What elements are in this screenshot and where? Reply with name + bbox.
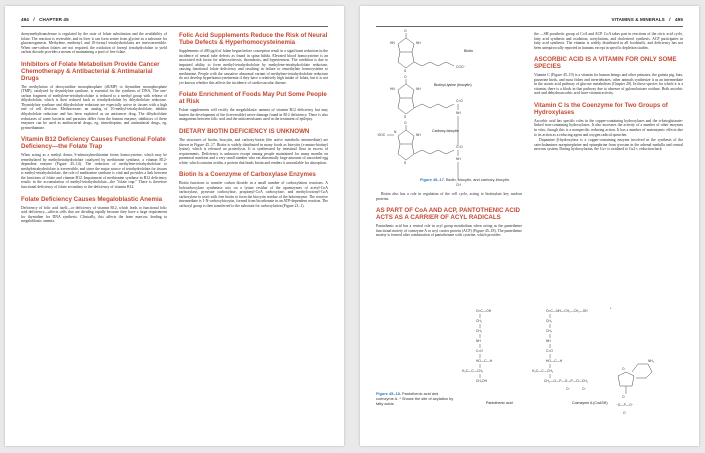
coenzyme-a-structure bbox=[532, 307, 655, 415]
paragraph: The methylation of deoxyuridine monophosphate (dUMP) to thymidine monophosphate (TMP), catalyzed by thymidylate synthase, is essential for the synthesis of DNA. The one-carbon fragment of methylene-tetrahydrofolate is reduced to a methyl group with release of dihydrofolate, which is then reduced back to tetrahydrofolate by dihydrofolate reductase. Thymidylate synthase and dihydrofolate reductase are especially active in tissues with a high rate of cell division. Methotrexate, an analog of 10-methyl-tetrahydrofolate, inhibits dihydrofolate reductase and has been exploited as an anticancer drug. The dihydrofolate reductases of some bacteria and parasites differ from the human enzyme; inhibitors of these enzymes can be used as antibacterial drugs, eg, trimethoprim, and antimalarial drugs, eg, pyrimethamine. bbox=[21, 84, 167, 130]
svg-text:H₃C—C—CH₃: H₃C—C—CH₃ bbox=[532, 369, 554, 373]
paragraph: Vitamin C (Figure 45–19) is a vitamin for human beings and other primates, the guinea pig, bats, passerine birds, and most fishes and invertebrates; other animals synthesize it as an intermediate in the uronic acid pathway of glucose metabolism (Chapter 20). In those species for which it is a vitamin, there is a block in that pathway due to absence of gulonolactone oxidase. Both ascorbic acid and dehydroascorbic acid have vitamin activity. bbox=[534, 73, 683, 96]
svg-text:CH₂: CH₂ bbox=[546, 329, 553, 333]
svg-text:C=O: C=O bbox=[456, 99, 463, 103]
svg-text:O: O bbox=[622, 367, 625, 371]
paragraph: Folate supplements will rectify the megaloblastic anemia of vitamin B12 deficiency but may hasten the development of the (irreversible) nerve damage found in B12 deficiency. There is also antagonism between folic acid and the anticonvulsants used in the treatment of epilepsy. bbox=[179, 108, 328, 122]
section-heading: ASCORBIC ACID IS A VITAMIN FOR ONLY SOME SPECIES bbox=[534, 56, 677, 71]
right-page bbox=[360, 6, 699, 446]
paragraph: dronymethyltransferase is regulated by the state of folate substitution and the availability of folate. The reaction is reversible, and in liver it can form serine from glycine as a substrate for gluconeogenesis. Methylene, methenyl, and 10-formyl tetrahydrofolates are interconvertible. When one-carbon folates are not required, the oxidation of formyl tetrahydrofolate to yield carbon dioxide provides a means of maintaining a pool of free folate. bbox=[21, 32, 167, 55]
figure-label: Pantothenic acid bbox=[486, 401, 513, 405]
paragraph: Biotin also has a role in regulation of the cell cycle, acting to biotinylate key nuclear proteins. bbox=[376, 192, 522, 201]
svg-text:C=O: C=O bbox=[456, 145, 463, 149]
svg-text:S: S bbox=[404, 115, 407, 119]
section-heading: Folate Deficiency Causes Megaloblastic Anemia bbox=[21, 195, 163, 203]
right-column-1-text bbox=[376, 192, 522, 239]
left-page bbox=[5, 6, 344, 446]
caption-label: Figure 45–18. bbox=[376, 391, 401, 396]
svg-text:O: O bbox=[404, 75, 407, 79]
right-chapter-label: VITAMINS & MINERALS bbox=[611, 17, 665, 22]
svg-text:CH₂: CH₂ bbox=[476, 329, 483, 333]
svg-text:NH: NH bbox=[416, 133, 421, 137]
right-page-number: 495 bbox=[675, 17, 683, 22]
svg-text:CH: CH bbox=[456, 183, 461, 187]
svg-text:⁻O—P—O⁻: ⁻O—P—O⁻ bbox=[616, 403, 634, 407]
svg-text:NH: NH bbox=[476, 339, 481, 343]
svg-text:⁻OOC: ⁻OOC bbox=[376, 133, 386, 137]
paragraph: the —SH prosthetic group of CoA and ACP. CoA takes part in reactions of the citric acid cycle, fatty acid synthesis and oxidation, acetylations, and cholesterol synthesis. ACP participates in fatty acid synthesis. The vitamin is widely distributed in all foodstuffs, and deficiency has not been unequivocally reported in humans except in specific depletion studies. bbox=[534, 32, 683, 50]
svg-text:O: O bbox=[622, 395, 625, 399]
svg-text:CH₂—O—P—O—P—O—CH₂: CH₂—O—P—O—P—O—CH₂ bbox=[544, 379, 588, 383]
svg-text:NH: NH bbox=[546, 339, 551, 343]
paragraph: Ascorbic acid has specific roles in the copper-containing hydroxylases and the α-ketoglutarate-linked iron-containing hydroxylases. It also increases the activity of a number of other enzymes in vitro, though this is a nonspecific reducing action. It has a number of nonenzymic effects due to its action as a reducing agent and oxygen radical quencher. bbox=[534, 118, 683, 137]
svg-text:O⁻: O⁻ bbox=[582, 387, 587, 391]
svg-text:HO—C—H: HO—C—H bbox=[476, 359, 493, 363]
caption-text: Biotin, biocytin, and carboxy-biocytin. bbox=[445, 177, 510, 182]
svg-text:HN: HN bbox=[390, 41, 395, 45]
section-heading: Vitamin B12 Deficiency Causes Functional Folate Deficiency—the Folate Trap bbox=[21, 136, 166, 151]
paragraph: Supplements of 400 μg/d of folate begun before conception result in a significant reduction in the incidence of neural tube defects as found in spina bifida. Elevated blood homocysteine is an associated risk factor for atherosclerosis, thrombosis, and hypertension. The condition is due to impaired ability to form methyl-tetrahydrofolate by methylene-tetrahydrofolate reductase, causing functional folate deficiency and resulting in failure to remethylate homocysteine to methionine. People with the causative abnormal variant of methylene-tetrahydrofolate reductase do not develop hyperhomocysteinemia if they have a relatively high intake of folate, but it is not yet known whether this affects the incidence of cardiovascular disease. bbox=[179, 49, 328, 85]
figure-label: Carboxy-biocytin bbox=[432, 129, 459, 133]
svg-text:*: * bbox=[610, 307, 612, 311]
svg-text:CH₂OH: CH₂OH bbox=[476, 379, 487, 383]
biotin-structure bbox=[390, 29, 473, 73]
left-chapter-label: CHAPTER 45 bbox=[39, 17, 69, 22]
caption-label: Figure 45–17. bbox=[420, 177, 445, 182]
figure-label: Biotin bbox=[464, 49, 473, 53]
svg-text:N: N bbox=[394, 130, 397, 134]
paragraph: Biotin functions to transfer carbon dioxide in a small number of carboxylation reactions. A holocarboxylase synthetase acts on a lysine residue of the apoenzymes of acetyl-CoA carboxylase, pyruvate carboxylase, propionyl-CoA carboxylase, and methylcrotonyl-CoA carboxylase to react with free biotin to form the biocytin residue of the holoenzyme. The reactive intermediate is 1-N-carboxybiocytin, formed from bicarbonate in an ATP-dependent reaction. The carboxyl group is then transferred to the substrate for carboxylation (Figure 21–1). bbox=[179, 181, 328, 209]
svg-text:O⁻: O⁻ bbox=[566, 387, 571, 391]
figure-label: Biotinyl-lysine (biocytin) bbox=[434, 83, 472, 87]
figure-45-18-caption bbox=[376, 392, 456, 406]
svg-text:S: S bbox=[404, 161, 407, 165]
header-rule bbox=[376, 26, 683, 27]
figure-45-17-caption bbox=[420, 178, 520, 183]
left-running-head: 494 / CHAPTER 45 bbox=[21, 17, 69, 22]
paragraph: When acting as a methyl donor, S-adenosylmethionine forms homocysteine, which may be remethylated by methyltetrahydrofolate catalyzed by methionine synthase, a vitamin B12-dependent enzyme (Figure 45–14). The reduction of methylene-tetrahydrofolate to methyltetrahydrofolate is irreversible, and since the major source of tetrahydrofolate for tissues is methyl-tetrahydrofolate, the role of methionine synthase is vital and provides a link between the functions of folate and vitamin B12. Impairment of methionine synthase in B12 deficiency results in the accumulation of methyl-tetrahydrofolate—the "folate trap." There is therefore functional deficiency of folate secondary to the deficiency of vitamin B12. bbox=[21, 153, 167, 190]
svg-text:NH₂: NH₂ bbox=[648, 359, 655, 363]
svg-text:O: O bbox=[623, 411, 626, 415]
svg-text:O: O bbox=[404, 121, 407, 125]
svg-text:NH: NH bbox=[456, 157, 461, 161]
svg-text:NH: NH bbox=[416, 41, 421, 45]
paragraph: Dopamine β-hydroxylase is a copper-containing enzyme involved in the synthesis of the catecholamines norepinephrine and epinephrine from tyrosine in the adrenal medulla and central nervous system. During hydroxylation, the Cu+ is oxidized to Cu2+; reduction back bbox=[534, 138, 683, 152]
svg-text:H₃C—C—CH₃: H₃C—C—CH₃ bbox=[462, 369, 484, 373]
svg-text:HO—C—H: HO—C—H bbox=[546, 359, 563, 363]
left-page-number: 494 bbox=[21, 17, 29, 22]
svg-text:NH: NH bbox=[456, 111, 461, 115]
paragraph: Pantothenic acid has a central role in acyl group metabolism when acting as the pantetheine functional moiety of coenzyme A or acyl carrier protein (ACP) (Figure 45–18). The pantetheine moiety is formed after combination of pantothenate with cysteine, which provides bbox=[376, 224, 522, 238]
svg-text:C=O: C=O bbox=[546, 349, 553, 353]
paragraph: The structures of biotin, biocytin, and carboxy-biotin (the active metabolic intermediate) are shown in Figure 45–17. Biotin is widely distributed in many foods as biocytin (ε-amino-biotinyl lysine), which is released on proteolysis. It is synthesized by intestinal flora in excess of requirements. Deficiency is unknown except among people maintained for many months on parenteral nutrition and a very small number who eat abnormally large amounts of uncooked egg white, which contains avidin, a protein that binds biotin and renders it unavailable for absorption. bbox=[179, 138, 328, 165]
figure-label: Coenzyme A (CoASH) bbox=[572, 401, 608, 405]
left-column-1 bbox=[21, 32, 167, 225]
svg-text:C=O: C=O bbox=[476, 349, 483, 353]
svg-text:NH: NH bbox=[416, 87, 421, 91]
svg-text:O=C—NH—CH₂—CH₂—SH: O=C—NH—CH₂—CH₂—SH bbox=[546, 309, 588, 313]
section-heading: Folic Acid Supplements Reduce the Risk of Neural Tube Defects & Hyperhomocysteinemia bbox=[179, 32, 328, 46]
svg-text:S: S bbox=[404, 69, 407, 73]
caption-text: Pantothenic acid and coenzyme A. * Shows the site of acylation by fatty acids. bbox=[376, 391, 454, 406]
right-column-2-text bbox=[534, 32, 683, 153]
svg-text:CH₂: CH₂ bbox=[476, 319, 483, 323]
svg-text:CH₂: CH₂ bbox=[546, 319, 553, 323]
section-heading: Folate Enrichment of Foods May Put Some People at Risk bbox=[179, 91, 327, 106]
svg-text:HN: HN bbox=[390, 87, 395, 91]
pantothenic-acid-structure bbox=[462, 309, 513, 405]
svg-text:O: O bbox=[404, 29, 407, 33]
header-rule bbox=[21, 26, 328, 27]
section-heading: DIETARY BIOTIN DEFICIENCY IS UNKNOWN bbox=[179, 128, 310, 136]
paragraph: Deficiency of folic acid itself—or deficiency of vitamin B12, which leads to functional folic acid deficiency—affects cells that are dividing rapidly because they have a large requirement for thymidine for DNA synthesis. Clinically, this affects the bone marrow, leading to megaloblastic anemia. bbox=[21, 205, 167, 224]
biocytin-structure bbox=[390, 75, 472, 146]
right-running-head: VITAMINS & MINERALS / 495 bbox=[611, 17, 683, 22]
section-heading: Biotin Is a Coenzyme of Carboxylase Enzymes bbox=[179, 171, 316, 179]
section-heading: Inhibitors of Folate Metabolism Provide Cancer Chemotherapy & Antibacterial & Antimalarial Drugs bbox=[21, 60, 160, 82]
svg-text:O=C—OH: O=C—OH bbox=[476, 309, 492, 313]
svg-text:COO⁻: COO⁻ bbox=[456, 65, 466, 69]
figure-45-18-pantothenic-coa bbox=[456, 306, 676, 426]
left-column-2 bbox=[179, 32, 328, 210]
section-heading: AS PART OF CoA AND ACP, PANTOTHENIC ACID ACTS AS A CARRIER OF ACYL RADICALS bbox=[376, 207, 521, 222]
section-heading: Vitamin C Is the Coenzyme for Two Groups of Hydroxylases bbox=[534, 101, 668, 116]
